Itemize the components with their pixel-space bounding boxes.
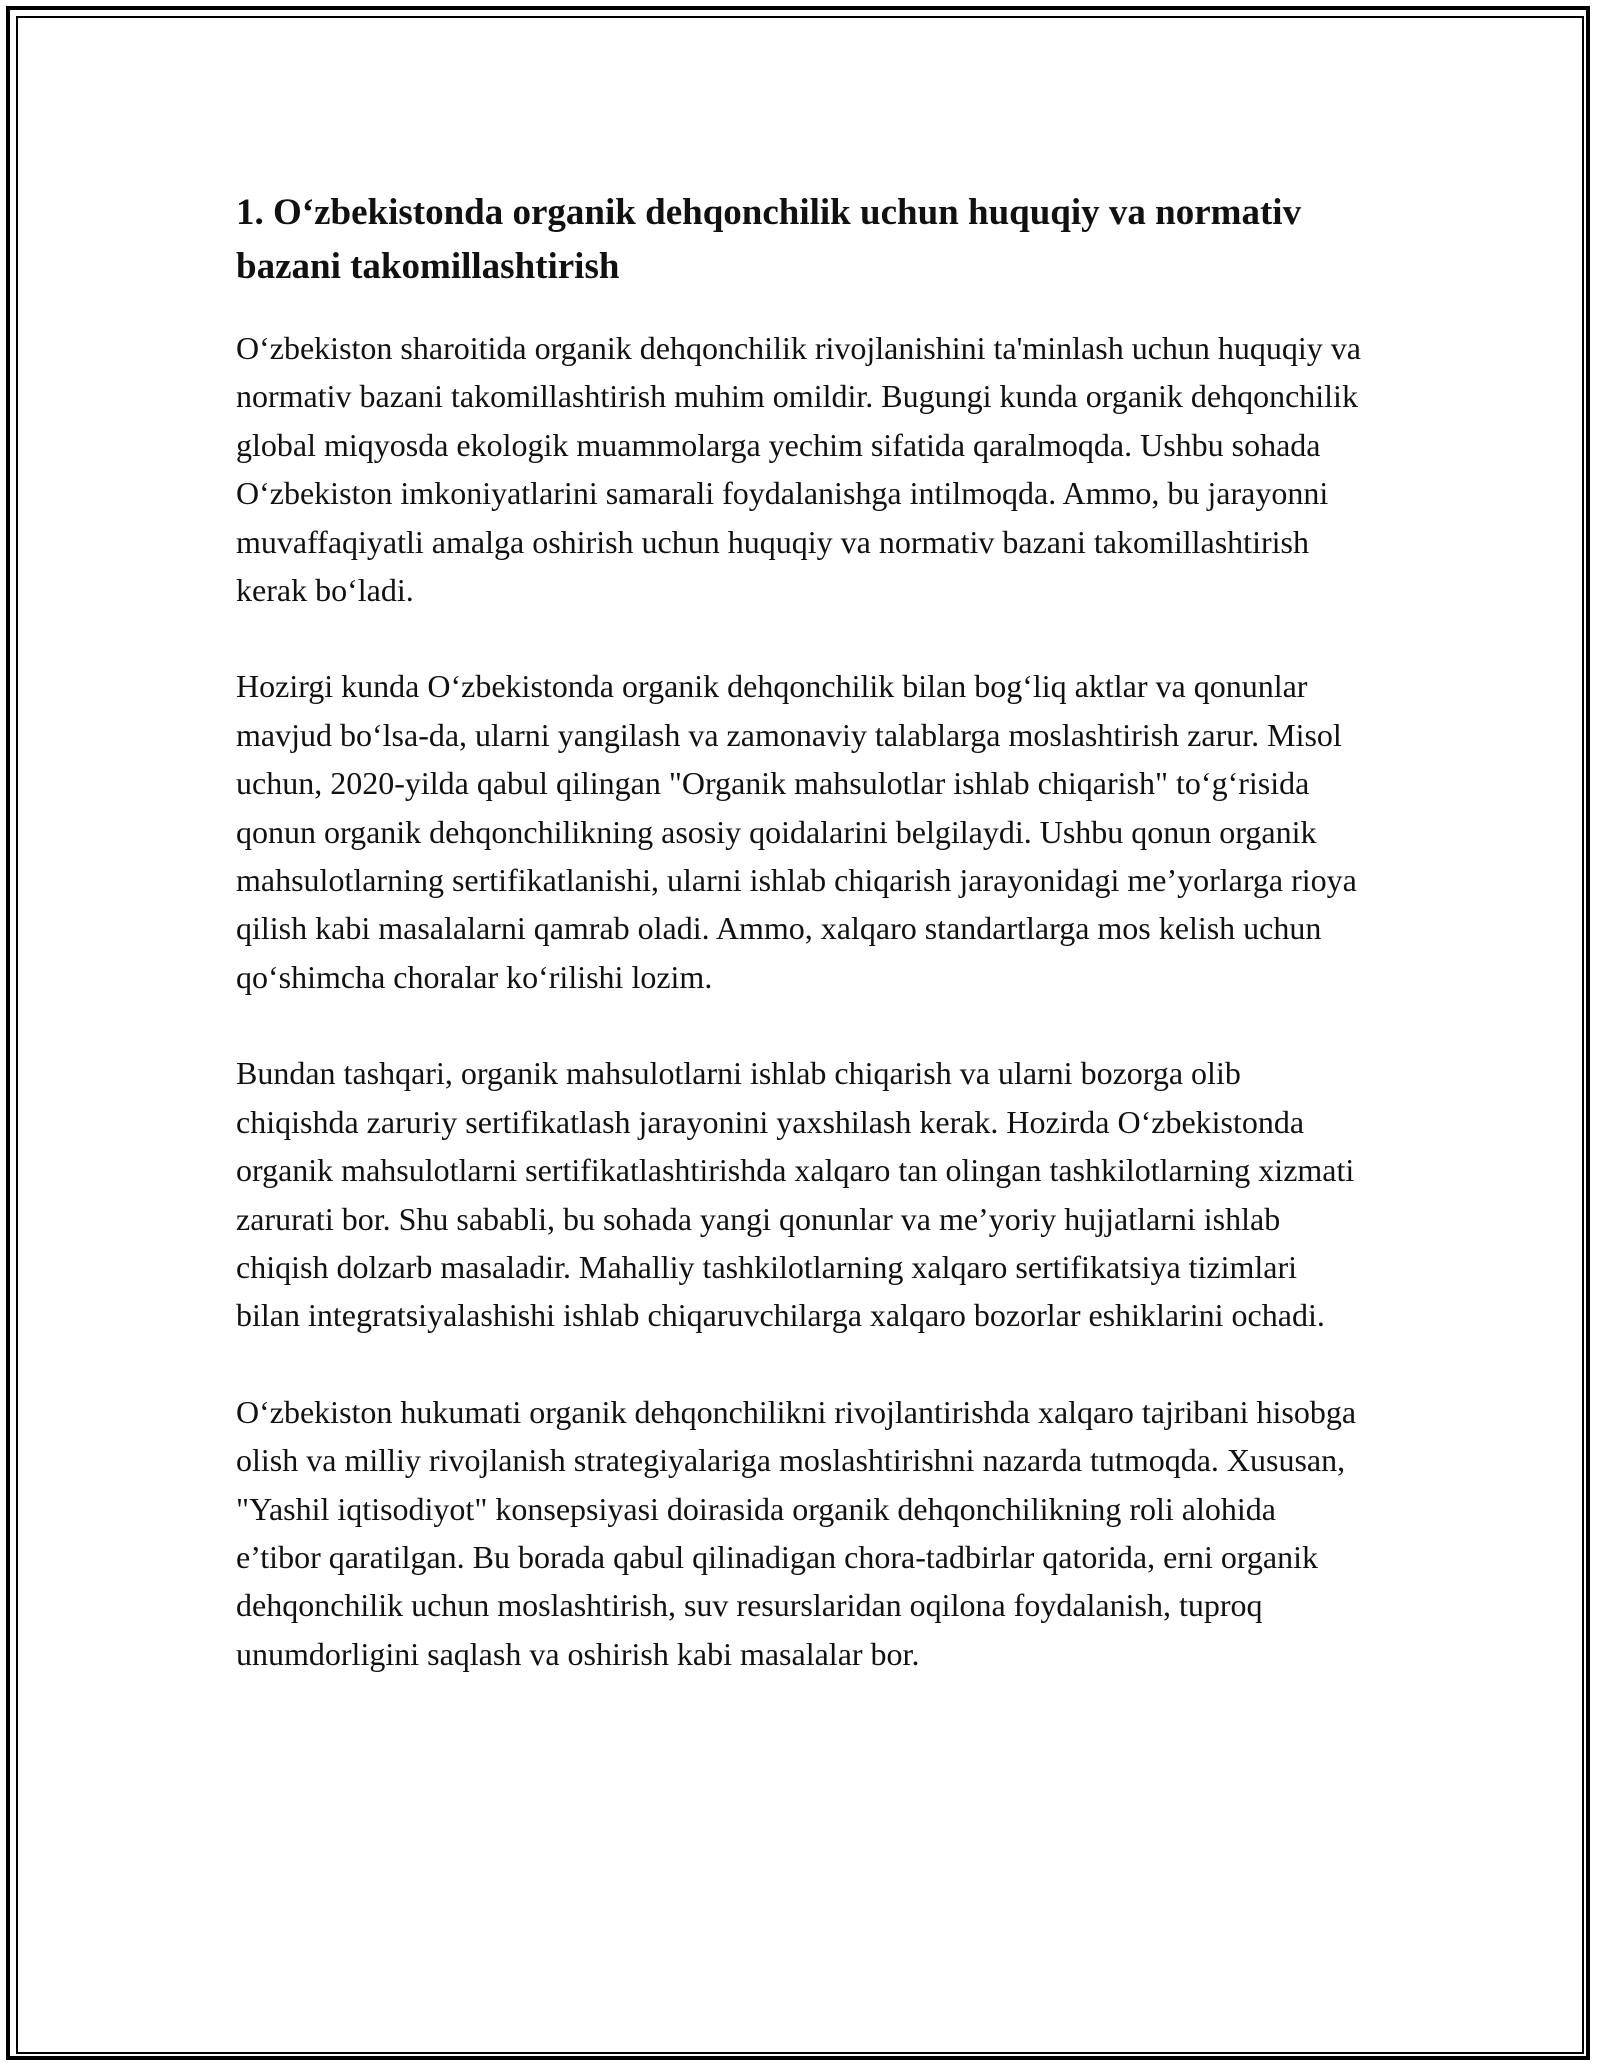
paragraph-1: O‘zbekiston sharoitida organik dehqonchilik rivojlanishini ta'minlash uchun huquqiy va normativ bazani takomillashtirish muhim omildir. Bugungi kunda organik dehqonchilik global miqyosda ekologik muammolarga yechim sifatida qaralmoqda. Ushbu sohada O‘zbekiston imkoniyatlarini samarali foydalanishga intilmoqda. Ammo, bu jarayonni muvaffaqiyatli amalga oshirish uchun huquqiy va normativ bazani takomillashtirish kerak bo‘ladi.	[236, 330, 1361, 609]
paragraph-2: Hozirgi kunda O‘zbekistonda organik dehqonchilik bilan bog‘liq aktlar va qonunlar mavjud bo‘lsa-da, ularni yangilash va zamonaviy talablarga moslashtirish zarur. Misol uchun, 2020-yilda qabul qilingan "Organik mahsulotlar ishlab chiqarish" to‘g‘risida qonun organik dehqonchilikning asosiy qoidalarini belgilaydi. Ushbu qonun organik mahsulotlarning sertifikatlanishi, ularni ishlab chiqarish jarayonidagi me’yorlarga rioya qilish kabi masalalarni qamrab oladi. Ammo, xalqaro standartlarga mos kelish uchun qo‘shimcha choralar ko‘rilishi lozim.	[236, 668, 1357, 995]
document-body	[236, 186, 1366, 1678]
paragraph-4: O‘zbekiston hukumati organik dehqonchilikni rivojlantirishda xalqaro tajribani hisobga olish va milliy rivojlanish strategiyalariga moslashtirishni nazarda tutmoqda. Xususan, "Yashil iqtisodiyot" konsepsiyasi doirasida organik dehqonchilikning roli alohida e’tibor qaratilgan. Bu borada qabul qilinadigan chora-tadbirlar qatorida, erni organik dehqonchilik uchun moslashtirish, suv resurslaridan oqilona foydalanish, tuproq unumdorligini saqlash va oshirish kabi masalalar bor.	[236, 1393, 1357, 1672]
section-heading: 1. O‘zbekistonda organik dehqonchilik uchun huquqiy va normativ bazani takomillashtirish	[236, 192, 1302, 287]
paragraph-3: Bundan tashqari, organik mahsulotlarni ishlab chiqarish va ularni bozorga olib chiqishda zaruriy sertifikatlash jarayonini yaxshilash kerak. Hozirda O‘zbekistonda organik mahsulotlarni sertifikatlashtirishda xalqaro tan olingan tashkilotlarning xizmati zarurati bor. Shu sababli, bu sohada yangi qonunlar va me’yoriy hujjatlarni ishlab chiqish dolzarb masaladir. Mahalliy tashkilotlarning xalqaro sertifikatsiya tizimlari bilan integratsiyalashishi ishlab chiqaruvchilarga xalqaro bozorlar eshiklarini ochadi.	[236, 1055, 1355, 1334]
